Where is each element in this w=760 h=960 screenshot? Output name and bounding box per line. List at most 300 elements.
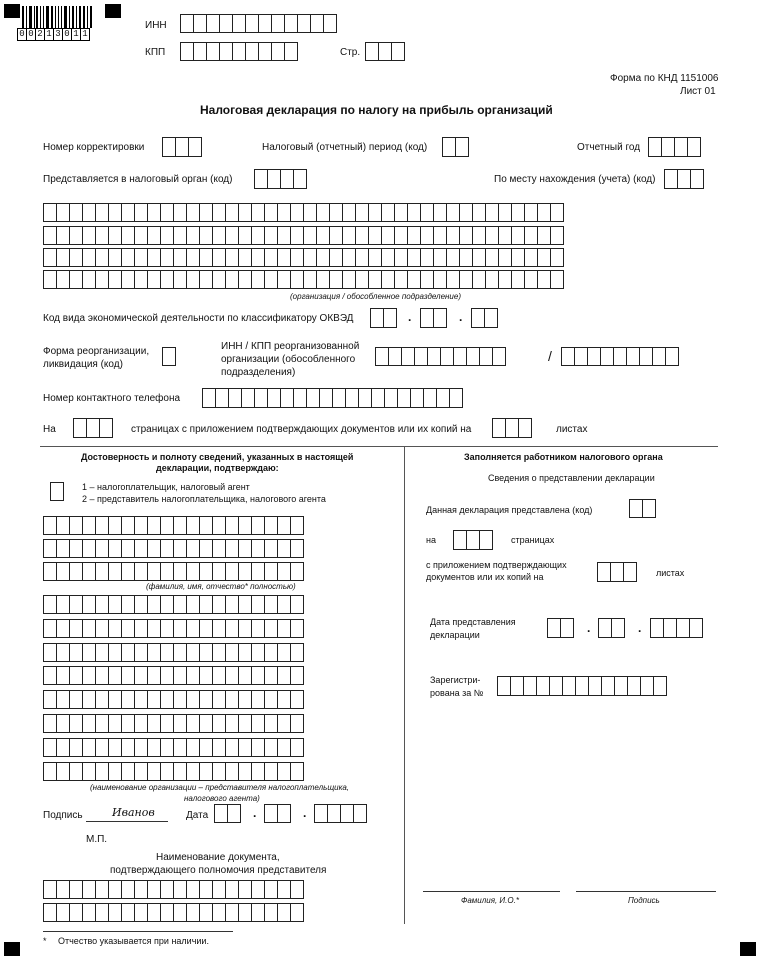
entry-cell[interactable]: [43, 226, 57, 245]
entry-cell[interactable]: [381, 248, 395, 267]
entry-cell[interactable]: [466, 530, 480, 550]
entry-cell[interactable]: [95, 903, 109, 922]
entry-cell[interactable]: [290, 270, 304, 289]
entry-cell[interactable]: [173, 714, 187, 733]
entry-cell[interactable]: [251, 203, 265, 222]
entry-cell[interactable]: [459, 203, 473, 222]
organization-name-row-2[interactable]: [43, 226, 564, 245]
entry-cell[interactable]: [95, 738, 109, 757]
representative-org-row-1[interactable]: [43, 595, 304, 614]
entry-cell[interactable]: [524, 203, 538, 222]
entry-cell[interactable]: [225, 539, 239, 558]
entry-cell[interactable]: [459, 270, 473, 289]
entry-cell[interactable]: [407, 226, 421, 245]
entry-cell[interactable]: [95, 880, 109, 899]
entry-cell[interactable]: [212, 226, 226, 245]
entry-cell[interactable]: [484, 308, 498, 328]
entry-cell[interactable]: [277, 762, 291, 781]
representative-org-row-6[interactable]: [43, 714, 304, 733]
entry-cell[interactable]: [264, 690, 278, 709]
entry-cell[interactable]: [147, 762, 161, 781]
fio-row-2[interactable]: [43, 539, 304, 558]
entry-cell[interactable]: [238, 690, 252, 709]
entry-cell[interactable]: [134, 643, 148, 662]
entry-cell[interactable]: [147, 248, 161, 267]
entry-cell[interactable]: [329, 203, 343, 222]
entry-cell[interactable]: [175, 137, 189, 157]
entry-cell[interactable]: [173, 619, 187, 638]
entry-cell[interactable]: [186, 539, 200, 558]
entry-cell[interactable]: [511, 248, 525, 267]
entry-cell[interactable]: [56, 880, 70, 899]
entry-cell[interactable]: [329, 248, 343, 267]
organization-name-row-1[interactable]: [43, 203, 564, 222]
entry-cell[interactable]: [455, 137, 469, 157]
entry-cell[interactable]: [600, 347, 614, 366]
entry-cell[interactable]: [199, 562, 213, 581]
entry-cell[interactable]: [271, 42, 285, 61]
entry-cell[interactable]: [601, 676, 615, 696]
entry-cell[interactable]: [50, 482, 64, 501]
entry-cell[interactable]: [251, 619, 265, 638]
entry-cell[interactable]: [43, 714, 57, 733]
entry-cell[interactable]: [264, 903, 278, 922]
entry-cell[interactable]: [206, 42, 220, 61]
entry-cell[interactable]: [381, 270, 395, 289]
entry-cell[interactable]: [453, 530, 467, 550]
entry-cell[interactable]: [219, 42, 233, 61]
entry-cell[interactable]: [95, 595, 109, 614]
entry-cell[interactable]: [212, 643, 226, 662]
entry-cell[interactable]: [238, 619, 252, 638]
entry-cell[interactable]: [199, 203, 213, 222]
entry-cell[interactable]: [56, 738, 70, 757]
entry-cell[interactable]: [420, 308, 434, 328]
entry-cell[interactable]: [173, 690, 187, 709]
entry-cell[interactable]: [43, 666, 57, 685]
entry-cell[interactable]: [277, 903, 291, 922]
page-number-field[interactable]: [365, 42, 405, 61]
entry-cell[interactable]: [290, 714, 304, 733]
entry-cell[interactable]: [56, 248, 70, 267]
entry-cell[interactable]: [173, 643, 187, 662]
entry-cell[interactable]: [212, 690, 226, 709]
entry-cell[interactable]: [121, 738, 135, 757]
entry-cell[interactable]: [160, 248, 174, 267]
entry-cell[interactable]: [162, 347, 176, 366]
entry-cell[interactable]: [212, 203, 226, 222]
reorg-kpp-field[interactable]: [561, 347, 679, 366]
entry-cell[interactable]: [648, 137, 662, 157]
entry-cell[interactable]: [86, 418, 100, 438]
entry-cell[interactable]: [95, 248, 109, 267]
entry-cell[interactable]: [43, 619, 57, 638]
entry-cell[interactable]: [446, 248, 460, 267]
entry-cell[interactable]: [238, 539, 252, 558]
entry-cell[interactable]: [314, 804, 328, 823]
entry-cell[interactable]: [225, 619, 239, 638]
entry-cell[interactable]: [524, 248, 538, 267]
entry-cell[interactable]: [690, 169, 704, 189]
entry-cell[interactable]: [227, 804, 241, 823]
entry-cell[interactable]: [69, 880, 83, 899]
entry-cell[interactable]: [597, 562, 611, 582]
entry-cell[interactable]: [290, 248, 304, 267]
entry-cell[interactable]: [43, 690, 57, 709]
sign-date-day[interactable]: [214, 804, 241, 823]
kpp-field[interactable]: [180, 42, 298, 61]
entry-cell[interactable]: [306, 388, 320, 408]
representative-org-row-3[interactable]: [43, 643, 304, 662]
reorg-inn-field[interactable]: [375, 347, 506, 366]
entry-cell[interactable]: [316, 226, 330, 245]
entry-cell[interactable]: [69, 539, 83, 558]
entry-cell[interactable]: [316, 270, 330, 289]
entry-cell[interactable]: [186, 643, 200, 662]
entry-cell[interactable]: [212, 562, 226, 581]
entry-cell[interactable]: [108, 762, 122, 781]
entry-cell[interactable]: [290, 690, 304, 709]
entry-cell[interactable]: [186, 690, 200, 709]
entry-cell[interactable]: [238, 562, 252, 581]
entry-cell[interactable]: [56, 539, 70, 558]
representative-org-row-7[interactable]: [43, 738, 304, 757]
entry-cell[interactable]: [56, 666, 70, 685]
entry-cell[interactable]: [215, 388, 229, 408]
entry-cell[interactable]: [277, 562, 291, 581]
entry-cell[interactable]: [378, 42, 392, 61]
entry-cell[interactable]: [186, 248, 200, 267]
entry-cell[interactable]: [193, 42, 207, 61]
entry-cell[interactable]: [147, 738, 161, 757]
entry-cell[interactable]: [264, 203, 278, 222]
entry-cell[interactable]: [388, 347, 402, 366]
entry-cell[interactable]: [653, 676, 667, 696]
entry-cell[interactable]: [652, 347, 666, 366]
entry-cell[interactable]: [433, 226, 447, 245]
entry-cell[interactable]: [251, 516, 265, 535]
entry-cell[interactable]: [254, 388, 268, 408]
entry-cell[interactable]: [524, 270, 538, 289]
entry-cell[interactable]: [267, 169, 281, 189]
entry-cell[interactable]: [199, 516, 213, 535]
entry-cell[interactable]: [199, 666, 213, 685]
entry-cell[interactable]: [186, 880, 200, 899]
entry-cell[interactable]: [173, 226, 187, 245]
entry-cell[interactable]: [251, 738, 265, 757]
entry-cell[interactable]: [147, 595, 161, 614]
fio-row-1[interactable]: [43, 516, 304, 535]
entry-cell[interactable]: [173, 903, 187, 922]
reorg-form-field[interactable]: [162, 347, 176, 366]
entry-cell[interactable]: [394, 248, 408, 267]
entry-cell[interactable]: [303, 226, 317, 245]
entry-cell[interactable]: [212, 248, 226, 267]
entry-cell[interactable]: [251, 643, 265, 662]
submission-date-year[interactable]: [650, 618, 703, 638]
entry-cell[interactable]: [251, 539, 265, 558]
authority-doc-row-1[interactable]: [43, 880, 304, 899]
entry-cell[interactable]: [251, 880, 265, 899]
entry-cell[interactable]: [82, 203, 96, 222]
entry-cell[interactable]: [212, 880, 226, 899]
entry-cell[interactable]: [410, 388, 424, 408]
entry-cell[interactable]: [588, 676, 602, 696]
entry-cell[interactable]: [459, 248, 473, 267]
entry-cell[interactable]: [56, 690, 70, 709]
entry-cell[interactable]: [358, 388, 372, 408]
entry-cell[interactable]: [264, 226, 278, 245]
entry-cell[interactable]: [43, 562, 57, 581]
entry-cell[interactable]: [225, 248, 239, 267]
entry-cell[interactable]: [69, 666, 83, 685]
entry-cell[interactable]: [147, 880, 161, 899]
entry-cell[interactable]: [277, 880, 291, 899]
entry-cell[interactable]: [147, 714, 161, 733]
entry-cell[interactable]: [82, 516, 96, 535]
entry-cell[interactable]: [228, 388, 242, 408]
entry-cell[interactable]: [472, 226, 486, 245]
entry-cell[interactable]: [498, 270, 512, 289]
entry-cell[interactable]: [202, 388, 216, 408]
entry-cell[interactable]: [663, 618, 677, 638]
entry-cell[interactable]: [677, 169, 691, 189]
entry-cell[interactable]: [108, 203, 122, 222]
entry-cell[interactable]: [108, 690, 122, 709]
okved-part-1[interactable]: [370, 308, 397, 328]
entry-cell[interactable]: [134, 690, 148, 709]
entry-cell[interactable]: [225, 880, 239, 899]
entry-cell[interactable]: [498, 248, 512, 267]
entry-cell[interactable]: [626, 347, 640, 366]
entry-cell[interactable]: [650, 618, 664, 638]
entry-cell[interactable]: [199, 738, 213, 757]
entry-cell[interactable]: [498, 203, 512, 222]
entry-cell[interactable]: [251, 595, 265, 614]
entry-cell[interactable]: [69, 595, 83, 614]
entry-cell[interactable]: [277, 595, 291, 614]
entry-cell[interactable]: [69, 203, 83, 222]
entry-cell[interactable]: [497, 676, 511, 696]
representative-org-row-4[interactable]: [43, 666, 304, 685]
entry-cell[interactable]: [121, 619, 135, 638]
entry-cell[interactable]: [267, 388, 281, 408]
entry-cell[interactable]: [173, 738, 187, 757]
entry-cell[interactable]: [290, 666, 304, 685]
entry-cell[interactable]: [225, 666, 239, 685]
entry-cell[interactable]: [160, 270, 174, 289]
entry-cell[interactable]: [160, 643, 174, 662]
entry-cell[interactable]: [225, 762, 239, 781]
entry-cell[interactable]: [264, 619, 278, 638]
entry-cell[interactable]: [108, 226, 122, 245]
entry-cell[interactable]: [290, 643, 304, 662]
entry-cell[interactable]: [108, 539, 122, 558]
entry-cell[interactable]: [232, 14, 246, 33]
authority-code-field[interactable]: [254, 169, 307, 189]
entry-cell[interactable]: [550, 248, 564, 267]
entry-cell[interactable]: [303, 248, 317, 267]
pages-count-field[interactable]: [73, 418, 113, 438]
entry-cell[interactable]: [264, 562, 278, 581]
entry-cell[interactable]: [160, 690, 174, 709]
entry-cell[interactable]: [82, 643, 96, 662]
entry-cell[interactable]: [277, 248, 291, 267]
entry-cell[interactable]: [225, 643, 239, 662]
entry-cell[interactable]: [277, 203, 291, 222]
entry-cell[interactable]: [108, 619, 122, 638]
entry-cell[interactable]: [471, 308, 485, 328]
entry-cell[interactable]: [69, 714, 83, 733]
entry-cell[interactable]: [238, 226, 252, 245]
entry-cell[interactable]: [492, 418, 506, 438]
entry-cell[interactable]: [232, 42, 246, 61]
entry-cell[interactable]: [492, 347, 506, 366]
entry-cell[interactable]: [238, 903, 252, 922]
entry-cell[interactable]: [383, 308, 397, 328]
entry-cell[interactable]: [186, 619, 200, 638]
entry-cell[interactable]: [342, 270, 356, 289]
entry-cell[interactable]: [238, 643, 252, 662]
entry-cell[interactable]: [293, 388, 307, 408]
entry-cell[interactable]: [82, 226, 96, 245]
entry-cell[interactable]: [436, 388, 450, 408]
entry-cell[interactable]: [108, 714, 122, 733]
entry-cell[interactable]: [69, 738, 83, 757]
entry-cell[interactable]: [420, 270, 434, 289]
entry-cell[interactable]: [160, 539, 174, 558]
entry-cell[interactable]: [206, 14, 220, 33]
entry-cell[interactable]: [407, 248, 421, 267]
entry-cell[interactable]: [121, 203, 135, 222]
entry-cell[interactable]: [199, 270, 213, 289]
entry-cell[interactable]: [511, 270, 525, 289]
entry-cell[interactable]: [134, 595, 148, 614]
entry-cell[interactable]: [73, 418, 87, 438]
entry-cell[interactable]: [340, 804, 354, 823]
entry-cell[interactable]: [69, 516, 83, 535]
entry-cell[interactable]: [407, 203, 421, 222]
entry-cell[interactable]: [407, 270, 421, 289]
entry-cell[interactable]: [180, 42, 194, 61]
entry-cell[interactable]: [665, 347, 679, 366]
entry-cell[interactable]: [82, 690, 96, 709]
entry-cell[interactable]: [355, 226, 369, 245]
entry-cell[interactable]: [459, 226, 473, 245]
entry-cell[interactable]: [280, 388, 294, 408]
entry-cell[interactable]: [82, 738, 96, 757]
entry-cell[interactable]: [251, 690, 265, 709]
entry-cell[interactable]: [245, 42, 259, 61]
entry-cell[interactable]: [147, 903, 161, 922]
entry-cell[interactable]: [212, 714, 226, 733]
entry-cell[interactable]: [147, 516, 161, 535]
entry-cell[interactable]: [355, 270, 369, 289]
entry-cell[interactable]: [254, 169, 268, 189]
entry-cell[interactable]: [277, 516, 291, 535]
entry-cell[interactable]: [562, 676, 576, 696]
entry-cell[interactable]: [414, 347, 428, 366]
signer-type-field[interactable]: [50, 482, 64, 501]
entry-cell[interactable]: [82, 880, 96, 899]
entry-cell[interactable]: [225, 595, 239, 614]
entry-cell[interactable]: [629, 499, 643, 518]
location-code-field[interactable]: [664, 169, 704, 189]
entry-cell[interactable]: [238, 516, 252, 535]
entry-cell[interactable]: [56, 516, 70, 535]
okved-part-3[interactable]: [471, 308, 498, 328]
entry-cell[interactable]: [199, 903, 213, 922]
entry-cell[interactable]: [134, 762, 148, 781]
entry-cell[interactable]: [186, 270, 200, 289]
entry-cell[interactable]: [290, 880, 304, 899]
entry-cell[interactable]: [186, 903, 200, 922]
entry-cell[interactable]: [95, 690, 109, 709]
entry-cell[interactable]: [433, 270, 447, 289]
entry-cell[interactable]: [397, 388, 411, 408]
entry-cell[interactable]: [550, 270, 564, 289]
entry-cell[interactable]: [453, 347, 467, 366]
entry-cell[interactable]: [82, 270, 96, 289]
entry-cell[interactable]: [95, 516, 109, 535]
entry-cell[interactable]: [82, 562, 96, 581]
entry-cell[interactable]: [186, 762, 200, 781]
entry-cell[interactable]: [173, 666, 187, 685]
entry-cell[interactable]: [95, 226, 109, 245]
entry-cell[interactable]: [186, 226, 200, 245]
entry-cell[interactable]: [212, 903, 226, 922]
entry-cell[interactable]: [56, 762, 70, 781]
entry-cell[interactable]: [56, 903, 70, 922]
entry-cell[interactable]: [284, 42, 298, 61]
entry-cell[interactable]: [442, 137, 456, 157]
entry-cell[interactable]: [370, 308, 384, 328]
entry-cell[interactable]: [134, 880, 148, 899]
entry-cell[interactable]: [82, 539, 96, 558]
entry-cell[interactable]: [332, 388, 346, 408]
entry-cell[interactable]: [271, 14, 285, 33]
entry-cell[interactable]: [293, 169, 307, 189]
entry-cell[interactable]: [537, 270, 551, 289]
entry-cell[interactable]: [433, 308, 447, 328]
entry-cell[interactable]: [134, 619, 148, 638]
entry-cell[interactable]: [199, 762, 213, 781]
entry-cell[interactable]: [199, 595, 213, 614]
entry-cell[interactable]: [511, 226, 525, 245]
office-attached-sheets-field[interactable]: [597, 562, 637, 582]
entry-cell[interactable]: [381, 226, 395, 245]
entry-cell[interactable]: [319, 388, 333, 408]
entry-cell[interactable]: [290, 762, 304, 781]
entry-cell[interactable]: [199, 643, 213, 662]
entry-cell[interactable]: [238, 270, 252, 289]
entry-cell[interactable]: [440, 347, 454, 366]
entry-cell[interactable]: [511, 203, 525, 222]
entry-cell[interactable]: [56, 714, 70, 733]
entry-cell[interactable]: [674, 137, 688, 157]
entry-cell[interactable]: [225, 270, 239, 289]
entry-cell[interactable]: [536, 676, 550, 696]
authority-doc-row-2[interactable]: [43, 903, 304, 922]
entry-cell[interactable]: [264, 270, 278, 289]
entry-cell[interactable]: [284, 14, 298, 33]
entry-cell[interactable]: [147, 270, 161, 289]
entry-cell[interactable]: [280, 169, 294, 189]
entry-cell[interactable]: [43, 270, 57, 289]
entry-cell[interactable]: [368, 226, 382, 245]
entry-cell[interactable]: [251, 762, 265, 781]
entry-cell[interactable]: [277, 619, 291, 638]
